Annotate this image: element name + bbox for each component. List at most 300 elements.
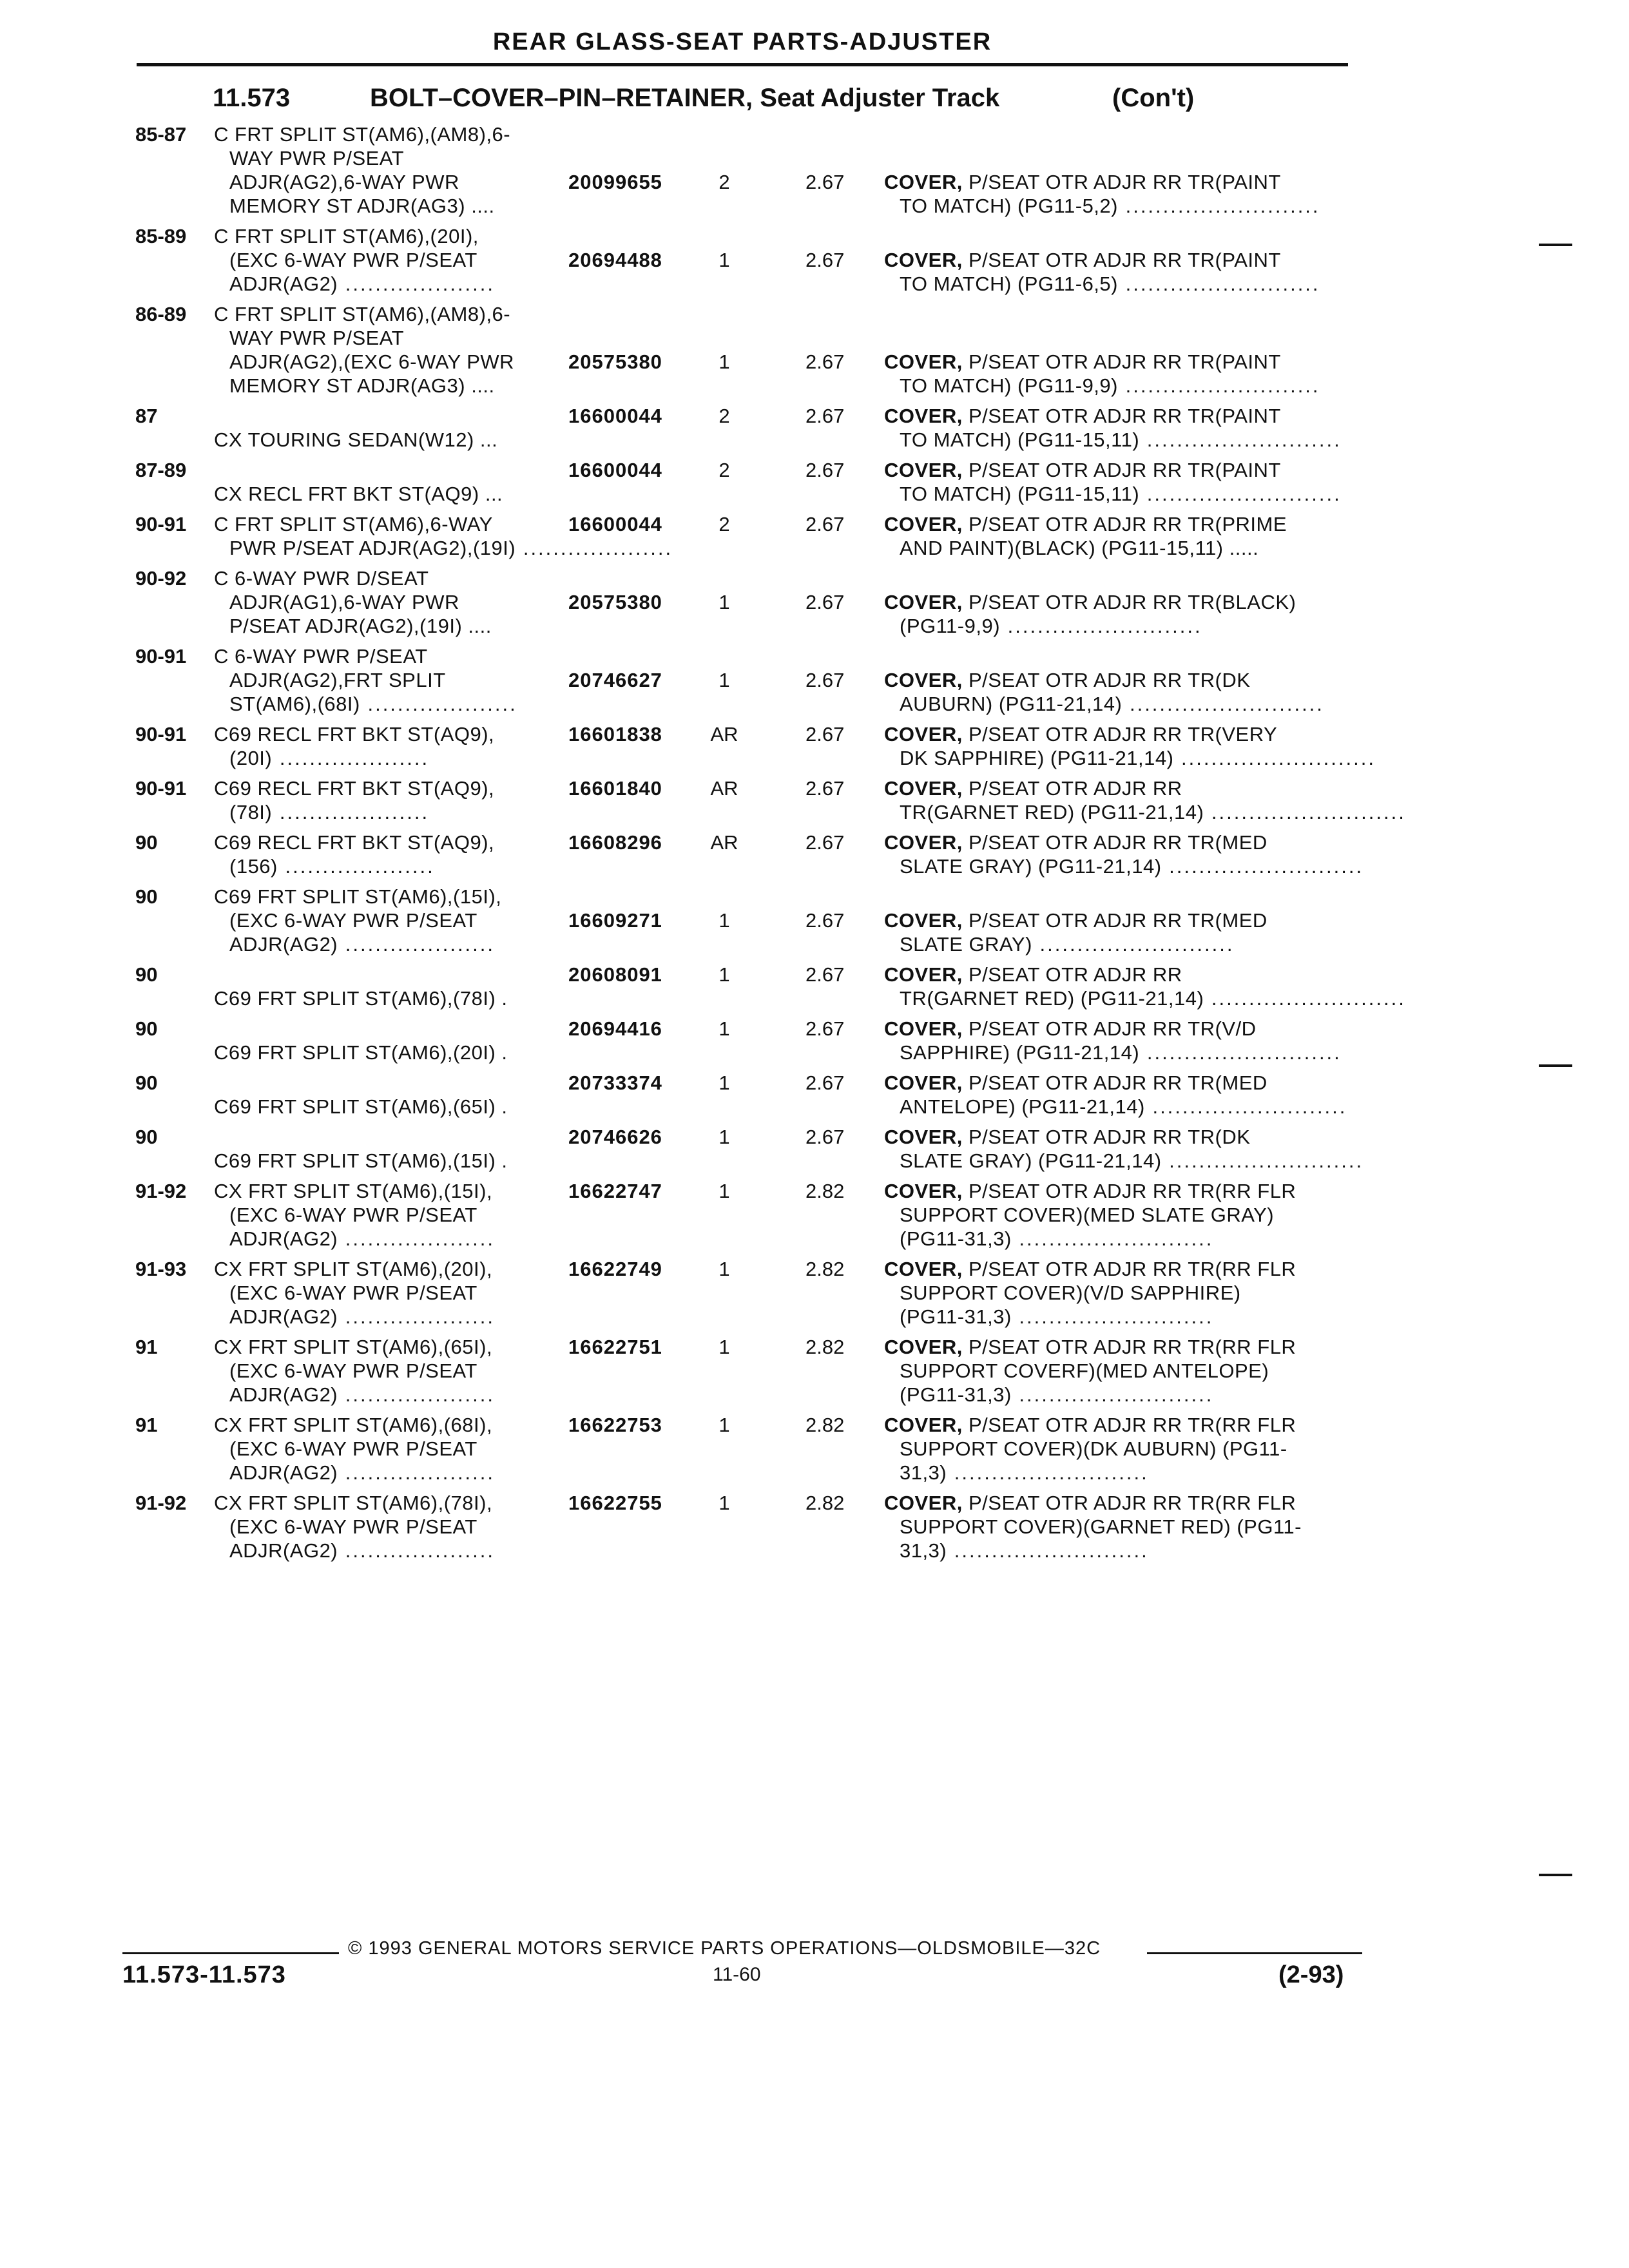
part-name-text: P/SEAT OTR ADJR RR bbox=[968, 963, 1182, 986]
quantity: 1 bbox=[718, 591, 730, 613]
entry-line bbox=[0, 590, 1629, 614]
model-years: 90-91 bbox=[135, 723, 187, 745]
entry-line bbox=[0, 644, 1629, 668]
description-text: (EXC 6-WAY PWR P/SEAT bbox=[229, 1437, 477, 1460]
leader-dots: .......................... bbox=[1161, 1149, 1364, 1172]
application-description bbox=[229, 536, 673, 560]
group-number: 2.67 bbox=[805, 249, 845, 271]
parts-entry bbox=[0, 1017, 1629, 1064]
leader-dots: .................... bbox=[338, 1461, 496, 1484]
entry-line bbox=[0, 146, 1629, 170]
description-text: (156) bbox=[229, 855, 278, 878]
parts-entry bbox=[0, 1257, 1629, 1329]
page-title: REAR GLASS-SEAT PARTS-ADJUSTER bbox=[492, 28, 992, 55]
entry-line bbox=[0, 854, 1629, 878]
part-name bbox=[900, 800, 1406, 824]
entry-line bbox=[0, 1257, 1629, 1281]
description-text: (20I) bbox=[229, 747, 273, 769]
description-text: (EXC 6-WAY PWR P/SEAT bbox=[229, 909, 477, 932]
application-description bbox=[229, 1539, 559, 1562]
model-years: 91 bbox=[135, 1414, 158, 1436]
part-name bbox=[884, 458, 1348, 482]
part-name-noun: COVER, bbox=[884, 963, 963, 986]
leader-dots: .......................... bbox=[1139, 483, 1342, 505]
description-text: ADJR(AG2),6-WAY PWR bbox=[229, 171, 459, 193]
model-years: 87-89 bbox=[135, 459, 187, 481]
leader-dots: .......................... bbox=[1011, 1305, 1214, 1328]
part-name-text: P/SEAT OTR ADJR RR TR(RR FLR bbox=[968, 1258, 1296, 1280]
part-name bbox=[884, 1179, 1348, 1203]
part-number: 16622747 bbox=[568, 1180, 662, 1202]
part-name bbox=[900, 1515, 1348, 1539]
description-text: MEMORY ST ADJR(AG3) .... bbox=[229, 195, 495, 217]
part-name-text: P/SEAT OTR ADJR RR TR(RR FLR bbox=[968, 1492, 1296, 1514]
entry-line bbox=[0, 248, 1629, 272]
quantity: 1 bbox=[718, 1126, 730, 1148]
entry-line bbox=[0, 1461, 1629, 1485]
part-name bbox=[900, 1461, 1348, 1485]
part-name-noun: COVER, bbox=[884, 909, 963, 932]
description-text: CX FRT SPLIT ST(AM6),(68I), bbox=[214, 1414, 493, 1436]
leader-dots: .................... bbox=[338, 273, 496, 295]
leader-dots: .......................... bbox=[1139, 1041, 1342, 1064]
part-name bbox=[884, 1125, 1348, 1149]
application-description bbox=[214, 512, 559, 536]
part-name-text: SAPPHIRE) (PG11-21,14) bbox=[900, 1041, 1140, 1064]
part-number: 20694416 bbox=[568, 1017, 662, 1040]
part-name bbox=[900, 746, 1376, 770]
part-name bbox=[884, 776, 1348, 800]
part-name bbox=[900, 428, 1348, 452]
parts-entry bbox=[0, 1071, 1629, 1119]
part-name-text: SUPPORT COVER)(V/D SAPPHIRE) bbox=[900, 1282, 1241, 1304]
part-number: 20694488 bbox=[568, 249, 662, 271]
part-number: 16608296 bbox=[568, 831, 662, 854]
entry-line bbox=[0, 1125, 1629, 1149]
parts-entry bbox=[0, 831, 1629, 878]
part-name bbox=[884, 963, 1348, 986]
description-text: C FRT SPLIT ST(AM6),(AM8),6- bbox=[214, 303, 511, 325]
model-years: 90 bbox=[135, 963, 158, 986]
part-number: 20099655 bbox=[568, 171, 662, 193]
parts-entry bbox=[0, 458, 1629, 506]
part-name-text: SUPPORT COVER)(GARNET RED) (PG11- bbox=[900, 1515, 1302, 1538]
description-text: C69 FRT SPLIT ST(AM6),(15I), bbox=[214, 885, 502, 908]
quantity: 1 bbox=[718, 249, 730, 271]
entry-line bbox=[0, 1227, 1629, 1251]
part-name bbox=[900, 272, 1348, 296]
description-text: CX FRT SPLIT ST(AM6),(78I), bbox=[214, 1492, 493, 1514]
quantity: AR bbox=[710, 777, 738, 800]
parts-entry bbox=[0, 512, 1629, 560]
description-text: ST(AM6),(68I) bbox=[229, 693, 360, 715]
part-name bbox=[900, 932, 1348, 956]
application-description bbox=[214, 1335, 559, 1359]
part-name bbox=[884, 248, 1348, 272]
model-years: 91-92 bbox=[135, 1180, 187, 1202]
application-description bbox=[229, 1203, 559, 1227]
part-number: 16601840 bbox=[568, 777, 662, 800]
entry-line bbox=[0, 1203, 1629, 1227]
application-description bbox=[229, 854, 559, 878]
leader-dots: .................... bbox=[360, 693, 517, 715]
part-name-text: P/SEAT OTR ADJR RR TR(MED bbox=[968, 1072, 1268, 1094]
part-name bbox=[900, 854, 1364, 878]
part-name-text: SUPPORT COVER)(DK AUBURN) (PG11- bbox=[900, 1437, 1287, 1460]
leader-dots: .................... bbox=[277, 855, 435, 878]
description-text: C FRT SPLIT ST(AM6),6-WAY bbox=[214, 513, 493, 535]
model-years: 90-91 bbox=[135, 645, 187, 668]
entry-line bbox=[0, 1335, 1629, 1359]
part-number: 16600044 bbox=[568, 513, 662, 535]
application-description bbox=[214, 1491, 559, 1515]
part-number: 16622751 bbox=[568, 1336, 662, 1358]
part-name bbox=[884, 1257, 1348, 1281]
entry-line bbox=[0, 932, 1629, 956]
group-number: 2.67 bbox=[805, 171, 845, 193]
part-number: 20608091 bbox=[568, 963, 662, 986]
group-number: 2.67 bbox=[805, 777, 845, 800]
part-name-noun: COVER, bbox=[884, 1126, 963, 1148]
quantity: 1 bbox=[718, 909, 730, 932]
description-text: (EXC 6-WAY PWR P/SEAT bbox=[229, 1360, 477, 1382]
entry-line bbox=[0, 536, 1629, 560]
model-years: 86-89 bbox=[135, 303, 187, 325]
description-text: C69 FRT SPLIT ST(AM6),(78I) . bbox=[214, 987, 508, 1010]
parts-entry bbox=[0, 885, 1629, 956]
part-name-noun: COVER, bbox=[884, 1017, 963, 1040]
entry-line bbox=[0, 1539, 1629, 1562]
entry-line bbox=[0, 746, 1629, 770]
entry-line bbox=[0, 194, 1629, 218]
entry-line bbox=[0, 1383, 1629, 1407]
part-name-text: P/SEAT OTR ADJR RR TR(RR FLR bbox=[968, 1414, 1296, 1436]
entry-line bbox=[0, 908, 1629, 932]
parts-entry bbox=[0, 1125, 1629, 1173]
entry-line bbox=[0, 224, 1629, 248]
part-number: 20575380 bbox=[568, 351, 662, 373]
part-name-text: SLATE GRAY) (PG11-21,14) bbox=[900, 1149, 1162, 1172]
description-text: CX RECL FRT BKT ST(AQ9) ... bbox=[214, 483, 503, 505]
application-description bbox=[214, 302, 559, 326]
parts-entry bbox=[0, 644, 1629, 716]
application-description bbox=[214, 986, 559, 1010]
quantity: 1 bbox=[718, 351, 730, 373]
entry-line bbox=[0, 831, 1629, 854]
part-name bbox=[900, 692, 1348, 716]
entry-line bbox=[0, 885, 1629, 908]
part-name bbox=[900, 1203, 1348, 1227]
part-name bbox=[884, 1017, 1348, 1041]
description-text: C 6-WAY PWR D/SEAT bbox=[214, 567, 429, 590]
part-number: 20746626 bbox=[568, 1126, 662, 1148]
application-description bbox=[229, 326, 559, 350]
parts-list bbox=[0, 122, 1629, 1569]
description-text: WAY PWR P/SEAT bbox=[229, 147, 405, 169]
group-number: 2.67 bbox=[805, 405, 845, 427]
leader-dots: .................... bbox=[338, 1305, 496, 1328]
parts-entry bbox=[0, 122, 1629, 218]
entry-line bbox=[0, 614, 1629, 638]
model-years: 90-91 bbox=[135, 513, 187, 535]
application-description bbox=[214, 482, 559, 506]
application-description bbox=[229, 1515, 559, 1539]
part-name-text: AND PAINT)(BLACK) (PG11-15,11) ..... bbox=[900, 537, 1259, 559]
description-text: CX FRT SPLIT ST(AM6),(15I), bbox=[214, 1180, 493, 1202]
entry-line bbox=[0, 122, 1629, 146]
entry-line bbox=[0, 668, 1629, 692]
application-description bbox=[214, 1413, 559, 1437]
entry-line bbox=[0, 566, 1629, 590]
leader-dots: .......................... bbox=[1117, 273, 1320, 295]
description-text: ADJR(AG2) bbox=[229, 1461, 338, 1484]
description-text: C FRT SPLIT ST(AM6),(AM8),6- bbox=[214, 123, 511, 146]
quantity: 1 bbox=[718, 1072, 730, 1094]
entry-line bbox=[0, 722, 1629, 746]
description-text: (EXC 6-WAY PWR P/SEAT bbox=[229, 1515, 477, 1538]
model-years: 90 bbox=[135, 1017, 158, 1040]
application-description bbox=[229, 1437, 559, 1461]
part-number: 16600044 bbox=[568, 405, 662, 427]
margin-mark bbox=[1539, 1874, 1572, 1876]
part-name bbox=[884, 722, 1348, 746]
part-name bbox=[884, 170, 1348, 194]
part-name-text: 31,3) bbox=[900, 1461, 947, 1484]
quantity: 2 bbox=[718, 405, 730, 427]
description-text: MEMORY ST ADJR(AG3) .... bbox=[229, 374, 495, 397]
part-name-text: P/SEAT OTR ADJR RR TR(DK bbox=[968, 1126, 1251, 1148]
quantity: 1 bbox=[718, 1414, 730, 1436]
application-description bbox=[229, 1461, 559, 1485]
leader-dots: .......................... bbox=[1139, 428, 1342, 451]
group-number: 2.67 bbox=[805, 513, 845, 535]
group-number: 2.82 bbox=[805, 1258, 845, 1280]
entry-line bbox=[0, 1017, 1629, 1041]
application-description bbox=[229, 1305, 559, 1329]
part-name-text: P/SEAT OTR ADJR RR TR(PAINT bbox=[968, 351, 1281, 373]
part-name-text: P/SEAT OTR ADJR RR TR(V/D bbox=[968, 1017, 1257, 1040]
part-name-noun: COVER, bbox=[884, 1492, 963, 1514]
part-name-text: SLATE GRAY) (PG11-21,14) bbox=[900, 855, 1162, 878]
group-number: 2.67 bbox=[805, 459, 845, 481]
model-years: 90-91 bbox=[135, 777, 187, 800]
model-years: 91-92 bbox=[135, 1492, 187, 1514]
margin-mark bbox=[1539, 244, 1572, 246]
leader-dots: .......................... bbox=[1144, 1095, 1347, 1118]
part-name bbox=[900, 374, 1348, 398]
group-number: 2.82 bbox=[805, 1336, 845, 1358]
application-description bbox=[214, 566, 559, 590]
entry-line bbox=[0, 350, 1629, 374]
part-name bbox=[900, 1359, 1348, 1383]
margin-mark bbox=[1539, 1064, 1572, 1067]
part-name bbox=[900, 1281, 1348, 1305]
section-number: 11.573 bbox=[213, 84, 291, 112]
leader-dots: .................... bbox=[272, 747, 430, 769]
part-name-text: TO MATCH) (PG11-6,5) bbox=[900, 273, 1118, 295]
part-name-noun: COVER, bbox=[884, 459, 963, 481]
application-description bbox=[229, 272, 559, 296]
parts-entry bbox=[0, 722, 1629, 770]
application-description bbox=[229, 1359, 559, 1383]
group-number: 2.67 bbox=[805, 591, 845, 613]
part-name-text: P/SEAT OTR ADJR RR TR(RR FLR bbox=[968, 1336, 1296, 1358]
part-name-noun: COVER, bbox=[884, 513, 963, 535]
part-name-text: TR(GARNET RED) (PG11-21,14) bbox=[900, 801, 1204, 823]
footer-copyright: © 1993 GENERAL MOTORS SERVICE PARTS OPERATIONS—OLDSMOBILE—32C bbox=[348, 1938, 1101, 1959]
quantity: 1 bbox=[718, 1017, 730, 1040]
part-name bbox=[900, 1095, 1348, 1119]
application-description bbox=[229, 668, 559, 692]
leader-dots: .......................... bbox=[1204, 801, 1406, 823]
part-name-text: ANTELOPE) (PG11-21,14) bbox=[900, 1095, 1145, 1118]
leader-dots: .......................... bbox=[947, 1539, 1149, 1562]
application-description bbox=[229, 146, 559, 170]
entry-line bbox=[0, 1041, 1629, 1064]
model-years: 91 bbox=[135, 1336, 158, 1358]
part-name bbox=[900, 1041, 1348, 1064]
part-name-text: P/SEAT OTR ADJR RR TR(BLACK) bbox=[968, 591, 1296, 613]
leader-dots: .......................... bbox=[1204, 987, 1406, 1010]
part-name-text: TO MATCH) (PG11-5,2) bbox=[900, 195, 1118, 217]
parts-entry bbox=[0, 404, 1629, 452]
application-description bbox=[214, 644, 559, 668]
description-text: C69 FRT SPLIT ST(AM6),(15I) . bbox=[214, 1149, 508, 1172]
part-name-text: SUPPORT COVER)(MED SLATE GRAY) bbox=[900, 1204, 1275, 1226]
part-name-noun: COVER, bbox=[884, 831, 963, 854]
part-name-text: P/SEAT OTR ADJR RR TR(MED bbox=[968, 831, 1268, 854]
part-name-text: 31,3) bbox=[900, 1539, 947, 1562]
leader-dots: .................... bbox=[338, 933, 496, 956]
part-name bbox=[900, 536, 1348, 560]
application-description bbox=[229, 932, 559, 956]
description-text: (EXC 6-WAY PWR P/SEAT bbox=[229, 249, 477, 271]
quantity: 1 bbox=[718, 1180, 730, 1202]
leader-dots: .......................... bbox=[1161, 855, 1364, 878]
description-text: WAY PWR P/SEAT bbox=[229, 327, 405, 349]
group-number: 2.82 bbox=[805, 1414, 845, 1436]
description-text: ADJR(AG2) bbox=[229, 933, 338, 956]
part-name-text: P/SEAT OTR ADJR RR TR(PAINT bbox=[968, 405, 1281, 427]
description-text: PWR P/SEAT ADJR(AG2),(19I) bbox=[229, 537, 516, 559]
part-name bbox=[884, 590, 1348, 614]
application-description bbox=[229, 692, 559, 716]
quantity: 1 bbox=[718, 963, 730, 986]
description-text: ADJR(AG1),6-WAY PWR bbox=[229, 591, 459, 613]
description-text: CX FRT SPLIT ST(AM6),(20I), bbox=[214, 1258, 493, 1280]
part-name bbox=[900, 614, 1348, 638]
part-name-noun: COVER, bbox=[884, 1072, 963, 1094]
leader-dots: .................... bbox=[338, 1383, 496, 1406]
quantity: 2 bbox=[718, 459, 730, 481]
parts-entry bbox=[0, 1491, 1629, 1562]
model-years: 90 bbox=[135, 885, 158, 908]
group-number: 2.67 bbox=[805, 909, 845, 932]
description-text: ADJR(AG2),FRT SPLIT bbox=[229, 669, 446, 691]
entry-line bbox=[0, 374, 1629, 398]
entry-line bbox=[0, 458, 1629, 482]
application-description bbox=[214, 1149, 559, 1173]
section-title: BOLT–COVER–PIN–RETAINER, Seat Adjuster Track bbox=[370, 84, 1000, 112]
description-text: CX TOURING SEDAN(W12) ... bbox=[214, 428, 498, 451]
part-name bbox=[900, 194, 1348, 218]
application-description bbox=[214, 122, 559, 146]
quantity: AR bbox=[710, 723, 738, 745]
application-description bbox=[229, 194, 559, 218]
parts-entry bbox=[0, 963, 1629, 1010]
part-name-text: P/SEAT OTR ADJR RR TR(PAINT bbox=[968, 171, 1281, 193]
application-description bbox=[229, 590, 559, 614]
application-description bbox=[229, 1227, 559, 1251]
application-description bbox=[214, 1179, 559, 1203]
part-name-text: (PG11-31,3) bbox=[900, 1305, 1012, 1328]
part-name bbox=[884, 1071, 1348, 1095]
entry-line bbox=[0, 272, 1629, 296]
quantity: 2 bbox=[718, 171, 730, 193]
part-name-text: P/SEAT OTR ADJR RR TR(MED bbox=[968, 909, 1268, 932]
part-name-text: P/SEAT OTR ADJR RR TR(PRIME bbox=[968, 513, 1287, 535]
part-name bbox=[900, 1437, 1348, 1461]
part-name bbox=[884, 1335, 1348, 1359]
description-text: C69 RECL FRT BKT ST(AQ9), bbox=[214, 777, 495, 800]
part-number: 16622755 bbox=[568, 1492, 662, 1514]
quantity: AR bbox=[710, 831, 738, 854]
description-text: P/SEAT ADJR(AG2),(19I) .... bbox=[229, 615, 492, 637]
part-name-text: (PG11-31,3) bbox=[900, 1227, 1012, 1250]
leader-dots: .......................... bbox=[1000, 615, 1202, 637]
model-years: 87 bbox=[135, 405, 158, 427]
parts-entry bbox=[0, 1413, 1629, 1485]
part-name bbox=[884, 512, 1348, 536]
footer-date: (2-93) bbox=[1278, 1961, 1344, 1988]
leader-dots: .................... bbox=[338, 1227, 496, 1250]
part-name bbox=[900, 1305, 1348, 1329]
footer-rule-left bbox=[122, 1952, 339, 1954]
leader-dots: .......................... bbox=[1011, 1383, 1214, 1406]
part-number: 20575380 bbox=[568, 591, 662, 613]
part-name bbox=[900, 1227, 1348, 1251]
model-years: 90 bbox=[135, 831, 158, 854]
part-name-noun: COVER, bbox=[884, 249, 963, 271]
leader-dots: .................... bbox=[272, 801, 430, 823]
application-description bbox=[214, 831, 559, 854]
application-description bbox=[229, 800, 559, 824]
part-name-text: SLATE GRAY) bbox=[900, 933, 1032, 956]
group-number: 2.67 bbox=[805, 831, 845, 854]
entry-line bbox=[0, 1515, 1629, 1539]
part-name-text: TO MATCH) (PG11-9,9) bbox=[900, 374, 1118, 397]
part-name bbox=[884, 831, 1348, 854]
quantity: 1 bbox=[718, 1336, 730, 1358]
entry-line bbox=[0, 482, 1629, 506]
description-text: ADJR(AG2) bbox=[229, 1539, 338, 1562]
application-description bbox=[214, 1041, 559, 1064]
entry-line bbox=[0, 1281, 1629, 1305]
part-name-noun: COVER, bbox=[884, 171, 963, 193]
entry-line bbox=[0, 963, 1629, 986]
part-name-text: TR(GARNET RED) (PG11-21,14) bbox=[900, 987, 1204, 1010]
group-number: 2.67 bbox=[805, 723, 845, 745]
model-years: 90 bbox=[135, 1072, 158, 1094]
parts-entry bbox=[0, 1335, 1629, 1407]
part-name-text: P/SEAT OTR ADJR RR TR(PAINT bbox=[968, 249, 1281, 271]
part-name bbox=[884, 668, 1348, 692]
entry-line bbox=[0, 1179, 1629, 1203]
entry-line bbox=[0, 170, 1629, 194]
footer-rule-right bbox=[1147, 1952, 1362, 1954]
application-description bbox=[214, 776, 559, 800]
description-text: ADJR(AG2) bbox=[229, 1383, 338, 1406]
